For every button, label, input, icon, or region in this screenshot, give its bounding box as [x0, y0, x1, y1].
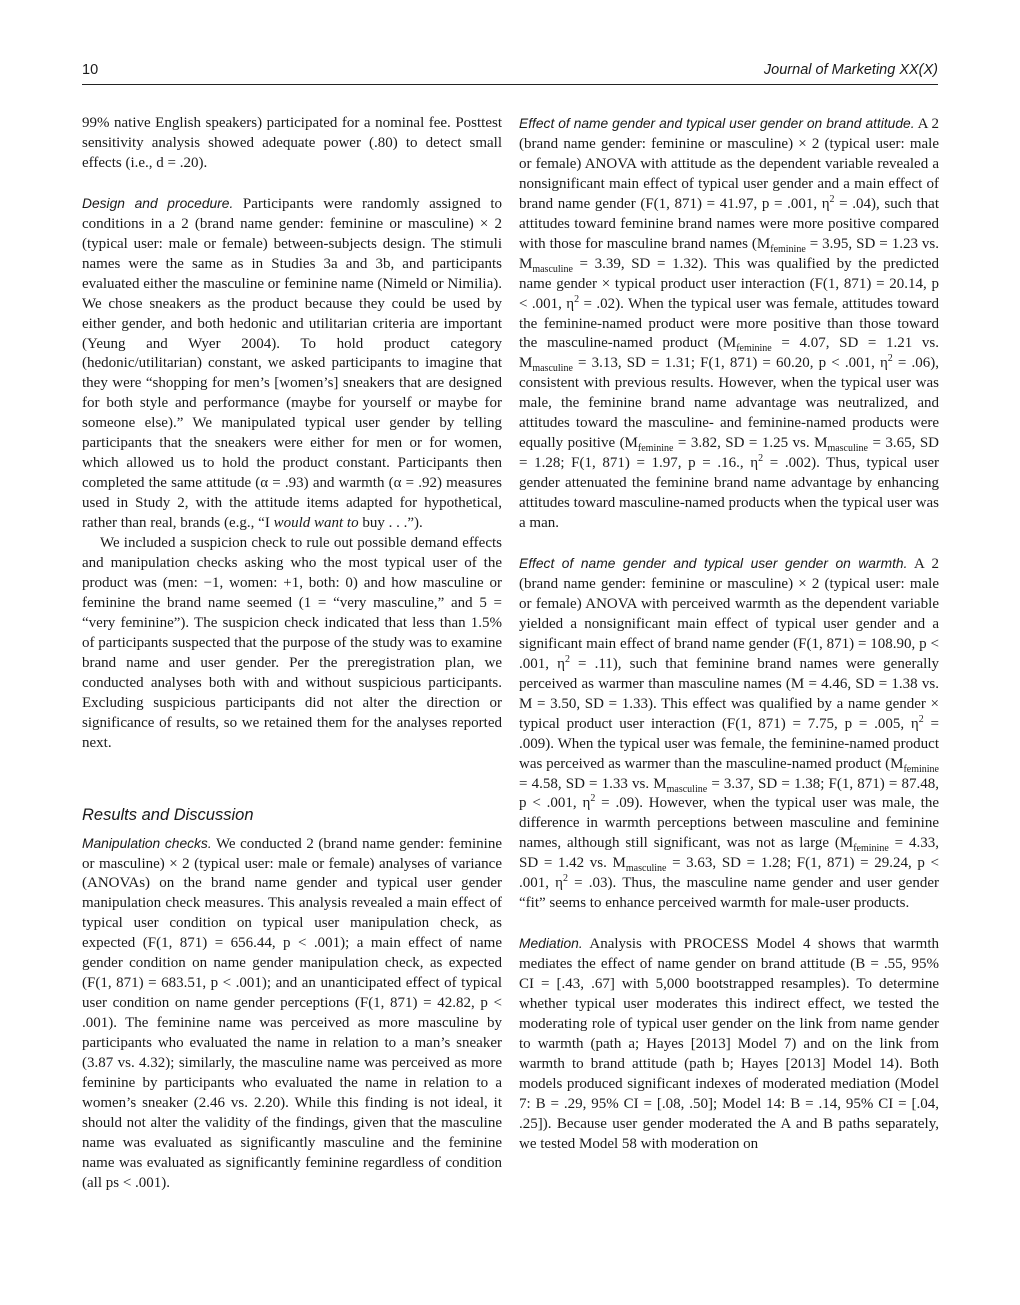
left-column	[82, 114, 502, 1194]
paragraph-attitude: Effect of name gender and typical user gender on brand attitude. A 2 (brand name gender: feminine or masculine) × 2 (typical user: male or female) ANOVA with attitude as the dependent variable revealed a nonsignificant main effect of typical user gender and a main effect of brand name gender (F(1, 871) = 41.97, p = .001, $\eta^2 = .04$), such that attitudes toward feminine brand names were more positive compared with those for masculine brand names ($M_{feminine} = 3.95$, SD = 1.23 vs. $M_{masculine} = 3.39$, SD = 1.32). This was qualified by the predicted name gender × typical product user interaction (F(1, 871) = 20.14, p < .001, $\eta^2 = .02$). When the typical user was female, attitudes toward the feminine-named product were more positive than those toward the masculine-named product ($M_{feminine} = 4.07$, SD = 1.21 vs. $M_{masculine} = 3.13$, SD = 1.31; F(1, 871) = 60.20, p < .001, $\eta^2 = .06$), consistent with previous results. However, when the typical user was male, the feminine brand name advantage was neutralized, and attitudes toward the masculine- and feminine-named products were equally positive ($M_{feminine} = 3.82$, SD = 1.25 vs. $M_{masculine} = 3.65$, SD = 1.28; F(1, 871) = 1.97, p = .16., $\eta^2 = .002$). Thus, typical user gender attenuated the feminine brand name advantage by enhancing attitudes toward masculine-named products when the typical user was a man.	[519, 116, 939, 532]
paragraph-mediation: Mediation. Analysis with PROCESS Model 4 shows that warmth mediates the effect of name gender on brand attitude (B = .55, 95% CI = [.43, .67] with 5,000 bootstrapped resamples). To determine whether typical user moderates this indirect effect, we tested the moderating role of typical user gender on the link from name gender to warmth (path a; Hayes [2013] Model 7) and on the link from warmth to brand attitude (path b; Hayes [2013] Model 14). Both models produced significant indexes of moderated mediation (Model 7: B = .29, 95% CI = [.08, .50]; Model 14: B = .14, 95% CI = [.04, .25]). Because user gender moderated the A and B paths separately, we tested Model 58 with moderation on	[519, 936, 939, 1152]
attitude-runin-title: Effect of name gender and typical user gender on brand attitude.	[519, 116, 915, 131]
paragraph-warmth: Effect of name gender and typical user gender on warmth. A 2 (brand name gender: feminine or masculine) × 2 (typical user: male or female) ANOVA with perceived warmth as the dependent variable yielded a nonsignificant main effect of typical user gender and a significant main effect of brand name gender (F(1, 871) = 108.90, p < .001, $\eta^2 = .11$), such that feminine brand names were generally perceived as warmer than masculine names (M = 4.46, SD = 1.38 vs. M = 3.50, SD = 1.33). This effect was qualified by a name gender × typical product user interaction (F(1, 871) = 7.75, p = .005, $\eta^2 = .009$). When the typical user was female, the feminine-named product was perceived as warmer than the masculine-named product ($M_{feminine} = 4.58$, SD = 1.33 vs. $M_{masculine} = 3.37$, SD = 1.38; F(1, 871) = 87.48, p < .001, $\eta^2 = .09$). However, when the typical user was male, the difference in warmth perceptions between masculine and feminine names, although still significant, was not as large ($M_{feminine} = 4.33$, SD = 1.42 vs. $M_{masculine} = 3.63$, SD = 1.28; F(1, 871) = 29.24, p < .001, $\eta^2 = .03$). Thus, the masculine name gender and user gender “fit” seems to enhance perceived warmth for male-user products.	[519, 556, 940, 912]
page-number: 10	[82, 62, 99, 78]
manipulation-runin-title: Manipulation checks.	[82, 835, 212, 851]
mediation-runin-title: Mediation.	[519, 936, 583, 952]
section-heading: Results and Discussion	[82, 805, 254, 824]
journal-title: Journal of Marketing XX(X)	[763, 62, 938, 78]
right-column	[519, 114, 939, 1155]
paragraph-suspicion: We included a suspicion check to rule out possible demand effects and manipulation checks asking who the most typical user of the product was (men: −1, women: +1, both: 0) and how masculine or feminine the brand name seemed (1 = “very masculine,” and 5 = “very feminine”). The suspicion check indicated that less than 1.5% of participants suspected that the purpose of the study was to examine brand name and user gender. Per the preregistration plan, we conducted analyses both with and without suspicious participants. Excluding suspicious participants did not alter the direction or significance of results, so we retained them for the analyses reported next.	[82, 535, 502, 751]
paragraph-design: Design and procedure. Participants were randomly assigned to conditions in a 2 (brand name gender: feminine or masculine) × 2 (typical user: male or female) between-subjects design. The stimuli names were the same as in Studies 3a and 3b, and participants evaluated either the masculine or feminine name (Nimeld or Nimilia). We chose sneakers as the product because they could be used by either gender, and both hedonic and utilitarian criteria are important (Yeung and Wyer 2004). To hold product category (hedonic/utilitarian) constant, we asked participants to imagine that they were “shopping for men’s [women’s] sneakers that are designed for both style and performance (maybe for yourself or maybe for someone else).” We manipulated typical user gender by telling participants that the sneakers were either for men or for women, which allowed us to hold the product constant. Participants then completed the same attitude (α = .93) and warmth (α = .92) measures used in Study 2, with the attitude items adapted for hypothetical, rather than real, brands (e.g., “I would want to buy . . .”).	[82, 195, 503, 532]
running-header	[82, 58, 938, 85]
design-runin-title: Design and procedure.	[82, 195, 234, 211]
paragraph-participants: 99% native English speakers) participated for a nominal fee. Posttest sensitivity analysis showed adequate power (.80) to detect small effects (i.e., d = .20).	[82, 115, 502, 171]
warmth-runin-title: Effect of name gender and typical user gender on warmth.	[519, 556, 908, 572]
paragraph-manipulation: Manipulation checks. We conducted 2 (brand name gender: feminine or masculine) × 2 (typical user: male or female) analyses of variance (ANOVAs) on the brand name gender and typical user gender manipulation check measures. This analysis revealed a main effect of typical user condition on typical user manipulation check, as expected (F(1, 871) = 656.44, p < .001); a main effect of name gender condition on name gender manipulation check, as expected (F(1, 871) = 683.51, p < .001); and an unanticipated effect of typical user condition on name gender perceptions (F(1, 871) = 42.82, p < .001). The feminine name was perceived as more masculine by participants who evaluated the name in relation to a man’s sneaker (3.87 vs. 4.32); similarly, the masculine name was perceived as more feminine by participants who evaluated the name in relation to a women’s sneaker (2.46 vs. 2.20). While this finding is not ideal, it should not alter the validity of the findings, given that the masculine name was evaluated as significantly masculine and the feminine name was evaluated as significantly feminine regardless of condition (all ps < .001).	[82, 835, 502, 1191]
